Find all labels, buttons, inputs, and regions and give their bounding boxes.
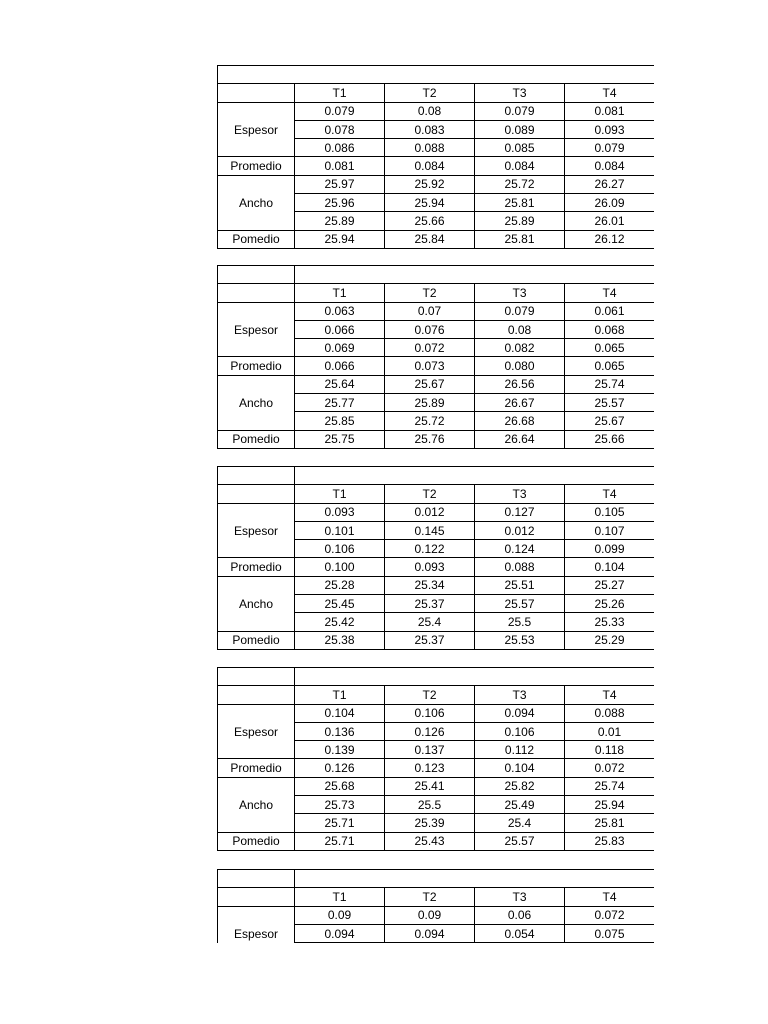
cell[interactable]: 25.67 [385, 375, 475, 393]
cell[interactable]: 26.68 [475, 412, 565, 430]
header-t4[interactable]: T4 [565, 84, 655, 102]
cell[interactable]: 0.093 [565, 120, 655, 138]
ancho-label[interactable]: Ancho [218, 576, 295, 631]
spreadsheet-area [217, 0, 654, 943]
corner-cell[interactable] [218, 888, 295, 906]
cell[interactable]: 0.093 [295, 503, 385, 521]
cell[interactable]: 25.33 [565, 613, 655, 631]
cell[interactable]: 0.063 [295, 302, 385, 320]
data-table-3 [217, 466, 654, 650]
header-row [218, 686, 655, 704]
cell[interactable]: 0.094 [475, 704, 565, 722]
cell[interactable]: 0.054 [475, 924, 565, 942]
cell[interactable]: 25.68 [295, 777, 385, 795]
cell[interactable]: 25.73 [295, 796, 385, 814]
cell[interactable]: 25.42 [295, 613, 385, 631]
cell[interactable]: 25.82 [475, 777, 565, 795]
cell[interactable]: 25.81 [475, 194, 565, 212]
ancho-row [218, 375, 655, 393]
pomedio-label[interactable]: Pomedio [218, 631, 295, 649]
cell[interactable]: 25.89 [385, 394, 475, 412]
cell[interactable]: 25.74 [565, 375, 655, 393]
cell[interactable]: 0.084 [475, 157, 565, 175]
ancho-label[interactable]: Ancho [218, 175, 295, 230]
cell[interactable]: 25.92 [385, 175, 475, 193]
cell[interactable]: 0.106 [295, 540, 385, 558]
cell[interactable]: 0.106 [385, 704, 475, 722]
cell[interactable]: 0.078 [295, 120, 385, 138]
cell[interactable]: 0.012 [475, 521, 565, 539]
promedio-row [218, 759, 655, 777]
ancho-row [218, 576, 655, 594]
cell[interactable]: 0.079 [295, 102, 385, 120]
cell[interactable]: 0.082 [475, 339, 565, 357]
cell[interactable]: 0.09 [385, 906, 475, 924]
cell[interactable]: 25.84 [385, 230, 475, 248]
cell[interactable]: 25.71 [295, 832, 385, 850]
cell[interactable]: 25.97 [295, 175, 385, 193]
cell[interactable]: 0.137 [385, 741, 475, 759]
cell[interactable]: 0.065 [565, 339, 655, 357]
table-title-row [218, 467, 655, 485]
header-t2[interactable]: T2 [385, 485, 475, 503]
cell[interactable]: 0.088 [475, 558, 565, 576]
cell[interactable]: 26.27 [565, 175, 655, 193]
cell[interactable]: 0.079 [475, 302, 565, 320]
cell[interactable]: 0.105 [565, 503, 655, 521]
cell[interactable]: 0.106 [475, 722, 565, 740]
cell[interactable]: 0.08 [475, 320, 565, 338]
header-t1[interactable]: T1 [295, 485, 385, 503]
cell[interactable]: 26.56 [475, 375, 565, 393]
header-t4[interactable]: T4 [565, 284, 655, 302]
ancho-row [218, 175, 655, 193]
promedio-label[interactable]: Promedio [218, 558, 295, 576]
header-t2[interactable]: T2 [385, 686, 475, 704]
cell[interactable]: 0.081 [565, 102, 655, 120]
cell[interactable]: 0.06 [475, 906, 565, 924]
corner-cell[interactable] [218, 485, 295, 503]
ancho-label[interactable]: Ancho [218, 375, 295, 430]
cell[interactable]: 0.09 [295, 906, 385, 924]
cell[interactable]: 25.67 [565, 412, 655, 430]
table-title-row [218, 266, 655, 284]
cell[interactable]: 25.81 [565, 814, 655, 832]
header-t2[interactable]: T2 [385, 888, 475, 906]
cell[interactable]: 0.127 [475, 503, 565, 521]
cell[interactable]: 25.28 [295, 576, 385, 594]
cell[interactable]: 0.084 [385, 157, 475, 175]
espesor-row [218, 102, 655, 120]
cell[interactable]: 25.51 [475, 576, 565, 594]
header-t3[interactable]: T3 [475, 686, 565, 704]
corner-cell[interactable] [218, 84, 295, 102]
header-row [218, 84, 655, 102]
cell[interactable]: 25.72 [385, 412, 475, 430]
cell[interactable]: 25.5 [475, 613, 565, 631]
cell[interactable]: 25.38 [295, 631, 385, 649]
header-t3[interactable]: T3 [475, 84, 565, 102]
cell[interactable]: 0.104 [295, 704, 385, 722]
header-t3[interactable]: T3 [475, 485, 565, 503]
espesor-row [218, 704, 655, 722]
cell[interactable]: 0.118 [565, 741, 655, 759]
espesor-row [218, 302, 655, 320]
cell[interactable]: 25.71 [295, 814, 385, 832]
espesor-label[interactable]: Espesor [218, 503, 295, 558]
cell[interactable]: 0.086 [295, 139, 385, 157]
cell[interactable]: 25.72 [475, 175, 565, 193]
header-t3[interactable]: T3 [475, 888, 565, 906]
cell[interactable]: 25.77 [295, 394, 385, 412]
cell[interactable]: 0.088 [385, 139, 475, 157]
cell[interactable]: 26.09 [565, 194, 655, 212]
cell[interactable]: 25.66 [385, 212, 475, 230]
espesor-label[interactable]: Espesor [218, 704, 295, 759]
cell[interactable]: 0.072 [565, 906, 655, 924]
title-label-cell[interactable] [218, 668, 295, 686]
data-table-4 [217, 667, 654, 851]
header-row [218, 485, 655, 503]
cell[interactable]: 0.072 [565, 759, 655, 777]
header-t3[interactable]: T3 [475, 284, 565, 302]
cell[interactable]: 25.39 [385, 814, 475, 832]
cell[interactable]: 0.068 [565, 320, 655, 338]
espesor-label[interactable]: Espesor [218, 102, 295, 157]
cell[interactable]: 25.37 [385, 631, 475, 649]
header-t4[interactable]: T4 [565, 686, 655, 704]
cell[interactable]: 25.64 [295, 375, 385, 393]
cell[interactable]: 26.64 [475, 430, 565, 448]
cell[interactable]: 25.57 [475, 832, 565, 850]
cell[interactable]: 0.012 [385, 503, 475, 521]
cell[interactable]: 25.94 [385, 194, 475, 212]
header-row [218, 284, 655, 302]
promedio-row [218, 558, 655, 576]
cell[interactable]: 25.89 [295, 212, 385, 230]
header-t2[interactable]: T2 [385, 84, 475, 102]
cell[interactable]: 25.49 [475, 796, 565, 814]
espesor-row [218, 906, 655, 924]
cell[interactable]: 25.76 [385, 430, 475, 448]
espesor-row [218, 503, 655, 521]
title-label-cell[interactable] [218, 870, 295, 888]
cell[interactable]: 25.29 [565, 631, 655, 649]
cell[interactable]: 25.89 [475, 212, 565, 230]
pomedio-row [218, 430, 655, 448]
title-label-cell[interactable] [218, 266, 295, 284]
cell[interactable]: 0.139 [295, 741, 385, 759]
cell[interactable]: 0.072 [385, 339, 475, 357]
cell[interactable]: 25.81 [475, 230, 565, 248]
cell[interactable]: 25.4 [475, 814, 565, 832]
cell[interactable]: 0.100 [295, 558, 385, 576]
cell[interactable]: 0.075 [565, 924, 655, 942]
promedio-row [218, 157, 655, 175]
cell[interactable]: 0.107 [565, 521, 655, 539]
cell[interactable]: 0.136 [295, 722, 385, 740]
cell[interactable]: 25.94 [295, 230, 385, 248]
cell[interactable]: 0.061 [565, 302, 655, 320]
cell[interactable]: 0.104 [565, 558, 655, 576]
promedio-label[interactable]: Promedio [218, 157, 295, 175]
corner-cell[interactable] [218, 284, 295, 302]
table-title-cell[interactable] [295, 467, 655, 485]
header-t4[interactable]: T4 [565, 888, 655, 906]
table-title-row [218, 870, 655, 888]
cell[interactable]: 0.01 [565, 722, 655, 740]
cell[interactable]: 0.089 [475, 120, 565, 138]
cell[interactable]: 25.34 [385, 576, 475, 594]
cell[interactable]: 0.145 [385, 521, 475, 539]
pomedio-label[interactable]: Pomedio [218, 430, 295, 448]
table-title-cell[interactable] [295, 668, 655, 686]
cell[interactable]: 25.94 [565, 796, 655, 814]
cell[interactable]: 25.96 [295, 194, 385, 212]
cell[interactable]: 25.66 [565, 430, 655, 448]
espesor-label[interactable]: Espesor [218, 302, 295, 357]
cell[interactable]: 0.079 [475, 102, 565, 120]
cell[interactable]: 0.085 [475, 139, 565, 157]
table-title-cell[interactable] [218, 66, 655, 84]
cell[interactable]: 0.122 [385, 540, 475, 558]
cell[interactable]: 25.37 [385, 595, 475, 613]
title-label-cell[interactable] [218, 467, 295, 485]
cell[interactable]: 0.08 [385, 102, 475, 120]
table-title-row [218, 66, 655, 84]
cell[interactable]: 0.094 [295, 924, 385, 942]
cell[interactable]: 25.26 [565, 595, 655, 613]
cell[interactable]: 0.081 [295, 157, 385, 175]
cell[interactable]: 0.101 [295, 521, 385, 539]
cell[interactable]: 25.45 [295, 595, 385, 613]
cell[interactable]: 25.57 [475, 595, 565, 613]
ancho-row [218, 777, 655, 795]
data-table-1 [217, 65, 654, 249]
cell[interactable]: 0.079 [565, 139, 655, 157]
header-t1[interactable]: T1 [295, 686, 385, 704]
ancho-label[interactable]: Ancho [218, 777, 295, 832]
cell[interactable]: 0.099 [565, 540, 655, 558]
cell[interactable]: 0.123 [385, 759, 475, 777]
cell[interactable]: 0.066 [295, 320, 385, 338]
cell[interactable]: 25.27 [565, 576, 655, 594]
cell[interactable]: 0.088 [565, 704, 655, 722]
cell[interactable]: 25.85 [295, 412, 385, 430]
cell[interactable]: 0.126 [385, 722, 475, 740]
cell[interactable]: 0.07 [385, 302, 475, 320]
espesor-label[interactable]: Espesor [218, 906, 295, 943]
header-row [218, 888, 655, 906]
cell[interactable]: 0.069 [295, 339, 385, 357]
data-table-2 [217, 265, 654, 449]
cell[interactable]: 0.083 [385, 120, 475, 138]
cell[interactable]: 0.112 [475, 741, 565, 759]
header-t1[interactable]: T1 [295, 888, 385, 906]
header-t2[interactable]: T2 [385, 284, 475, 302]
promedio-label[interactable]: Promedio [218, 357, 295, 375]
cell[interactable]: 25.75 [295, 430, 385, 448]
cell[interactable]: 25.41 [385, 777, 475, 795]
data-table-5 [217, 869, 654, 943]
table-title-row [218, 668, 655, 686]
cell[interactable]: 26.01 [565, 212, 655, 230]
cell[interactable]: 0.076 [385, 320, 475, 338]
cell[interactable]: 0.093 [385, 558, 475, 576]
pomedio-label[interactable]: Pomedio [218, 832, 295, 850]
corner-cell[interactable] [218, 686, 295, 704]
cell[interactable]: 0.124 [475, 540, 565, 558]
cell[interactable]: 0.080 [475, 357, 565, 375]
header-t1[interactable]: T1 [295, 284, 385, 302]
cell[interactable]: 25.53 [475, 631, 565, 649]
pomedio-row [218, 230, 655, 248]
cell[interactable]: 25.83 [565, 832, 655, 850]
pomedio-row [218, 631, 655, 649]
table-title-cell[interactable] [295, 870, 655, 888]
promedio-row [218, 357, 655, 375]
header-t1[interactable]: T1 [295, 84, 385, 102]
pomedio-label[interactable]: Pomedio [218, 230, 295, 248]
cell[interactable]: 25.4 [385, 613, 475, 631]
cell[interactable]: 26.12 [565, 230, 655, 248]
pomedio-row [218, 832, 655, 850]
promedio-label[interactable]: Promedio [218, 759, 295, 777]
cell[interactable]: 0.073 [385, 357, 475, 375]
cell[interactable]: 0.094 [385, 924, 475, 942]
cell[interactable]: 25.5 [385, 796, 475, 814]
cell[interactable]: 0.084 [565, 157, 655, 175]
header-t4[interactable]: T4 [565, 485, 655, 503]
cell[interactable]: 0.066 [295, 357, 385, 375]
table-title-cell[interactable] [295, 266, 655, 284]
cell[interactable]: 25.43 [385, 832, 475, 850]
cell[interactable]: 0.104 [475, 759, 565, 777]
cell[interactable]: 26.67 [475, 394, 565, 412]
cell[interactable]: 25.74 [565, 777, 655, 795]
cell[interactable]: 0.065 [565, 357, 655, 375]
cell[interactable]: 0.126 [295, 759, 385, 777]
cell[interactable]: 25.57 [565, 394, 655, 412]
